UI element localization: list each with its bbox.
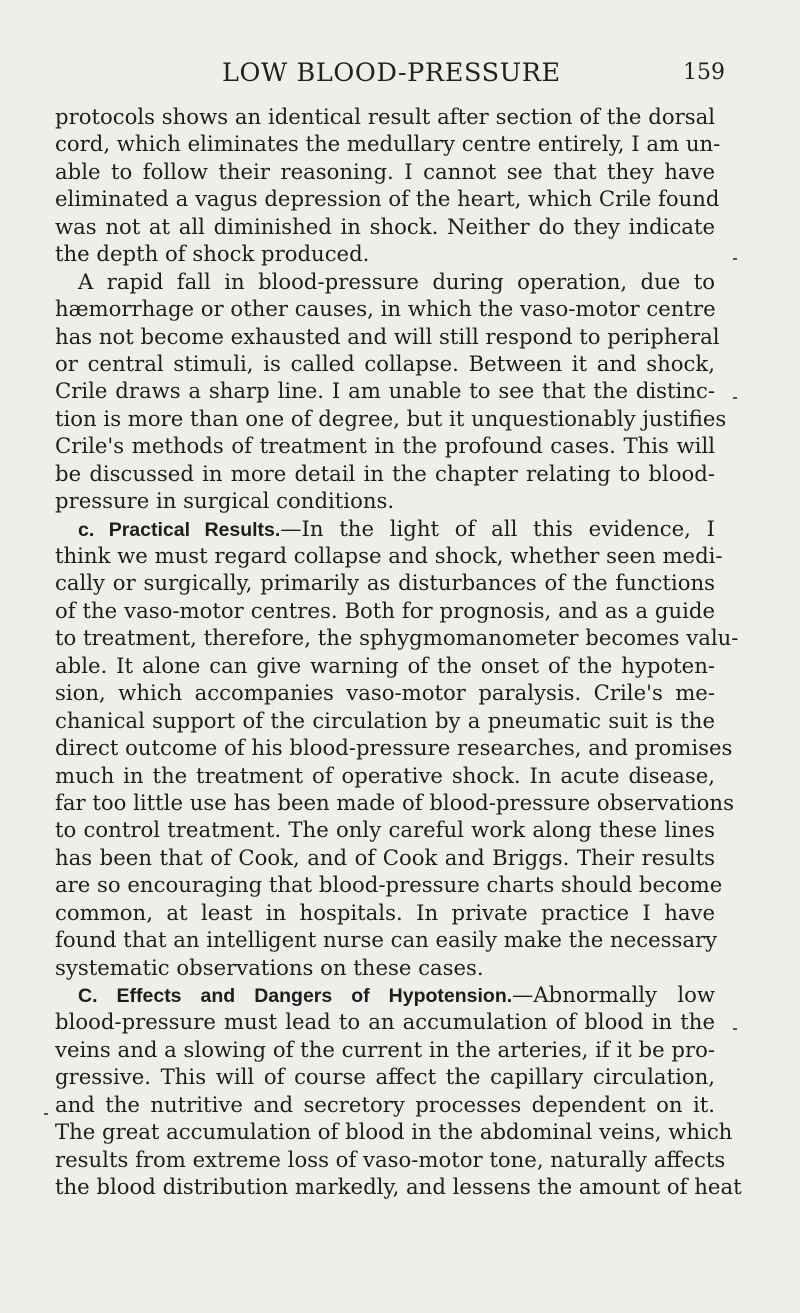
text-line: protocols shows an identical result after section of the dorsal bbox=[55, 104, 715, 129]
text-line: far too little use has been made of blood-pressure observations bbox=[55, 789, 734, 815]
text-line: gressive. This will of course affect the capillary circulation, bbox=[55, 1064, 715, 1090]
text-line: was not at all diminished in shock. Neither do they indicate bbox=[55, 213, 715, 239]
text-line: tion is more than one of degree, but it unquestionably justifies bbox=[55, 405, 727, 431]
text-line: has not become exhausted and will still respond to peripheral bbox=[55, 323, 720, 349]
body-text bbox=[55, 103, 742, 1201]
text-line: the blood distribution markedly, and lessens the amount of heat bbox=[55, 1174, 742, 1200]
page-header bbox=[0, 58, 800, 98]
page-number: 159 bbox=[683, 60, 725, 85]
text-line: sion, which accompanies vaso-motor paralysis. Crile's me- bbox=[55, 680, 715, 706]
text-line: cally or surgically, primarily as disturbances of the functions bbox=[55, 570, 715, 596]
text-line: of the vaso-motor centres. Both for prognosis, and as a guide bbox=[55, 597, 715, 623]
text-line: common, at least in hospitals. In private practice I have bbox=[55, 899, 715, 925]
margin-mark bbox=[733, 1028, 737, 1030]
text-line: and the nutritive and secretory processes dependent on it. bbox=[55, 1091, 715, 1117]
text-line: much in the treatment of operative shock. In acute disease, bbox=[55, 762, 715, 788]
text-line: able to follow their reasoning. I cannot see that they have bbox=[55, 158, 715, 184]
text-line bbox=[55, 515, 715, 542]
text-line: hæmorrhage or other causes, in which the vaso-motor centre bbox=[55, 296, 716, 322]
text-line: or central stimuli, is called collapse. Between it and shock, bbox=[55, 350, 715, 376]
text-line: the depth of shock produced. bbox=[55, 241, 370, 267]
text-line: The great accumulation of blood in the abdominal veins, which bbox=[55, 1119, 733, 1145]
text-line: able. It alone can give warning of the onset of the hypoten- bbox=[55, 652, 715, 678]
section-text: —Abnormally low bbox=[512, 982, 715, 1007]
margin-mark bbox=[44, 1113, 48, 1115]
text-line: be discussed in more detail in the chapter relating to blood- bbox=[55, 460, 715, 486]
text-line: to treatment, therefore, the sphygmomanometer becomes valu- bbox=[55, 625, 739, 651]
text-line: blood-pressure must lead to an accumulation of blood in the bbox=[55, 1009, 715, 1035]
running-head: LOW BLOOD-PRESSURE bbox=[222, 58, 561, 88]
section-heading: C. Effects and Dangers of Hypotension. bbox=[78, 985, 513, 1007]
text-line: eliminated a vagus depression of the heart, which Crile found bbox=[55, 186, 720, 212]
margin-mark bbox=[733, 397, 737, 399]
text-line: think we must regard collapse and shock, whether seen medi- bbox=[55, 543, 723, 568]
text-line: systematic observations on these cases. bbox=[55, 954, 484, 980]
text-line bbox=[55, 981, 715, 1008]
text-line: Crile's methods of treatment in the profound cases. This will bbox=[55, 433, 715, 459]
text-line: results from extreme loss of vaso-motor tone, naturally affects bbox=[55, 1146, 726, 1172]
margin-mark bbox=[733, 258, 737, 260]
text-line: A rapid fall in blood-pressure during operation, due to bbox=[78, 268, 715, 294]
text-line: found that an intelligent nurse can easily make the necessary bbox=[55, 927, 718, 953]
text-line: cord, which eliminates the medullary centre entirely, I am un- bbox=[55, 131, 721, 157]
text-line: chanical support of the circulation by a pneumatic suit is the bbox=[55, 707, 715, 733]
section-text: —In the light of all this evidence, I bbox=[280, 515, 715, 541]
text-line: has been that of Cook, and of Cook and Briggs. Their results bbox=[55, 844, 715, 870]
text-line: direct outcome of his blood-pressure researches, and promises bbox=[55, 735, 733, 761]
text-line: pressure in surgical conditions. bbox=[55, 488, 395, 514]
text-line: Crile draws a sharp line. I am unable to see that the distinc- bbox=[55, 378, 715, 404]
text-line: veins and a slowing of the current in the arteries, if it be pro- bbox=[55, 1036, 715, 1062]
text-line: are so encouraging that blood-pressure charts should become bbox=[55, 872, 723, 898]
section-heading: c. Practical Results. bbox=[78, 518, 281, 541]
text-line: to control treatment. The only careful work along these lines bbox=[55, 817, 715, 843]
